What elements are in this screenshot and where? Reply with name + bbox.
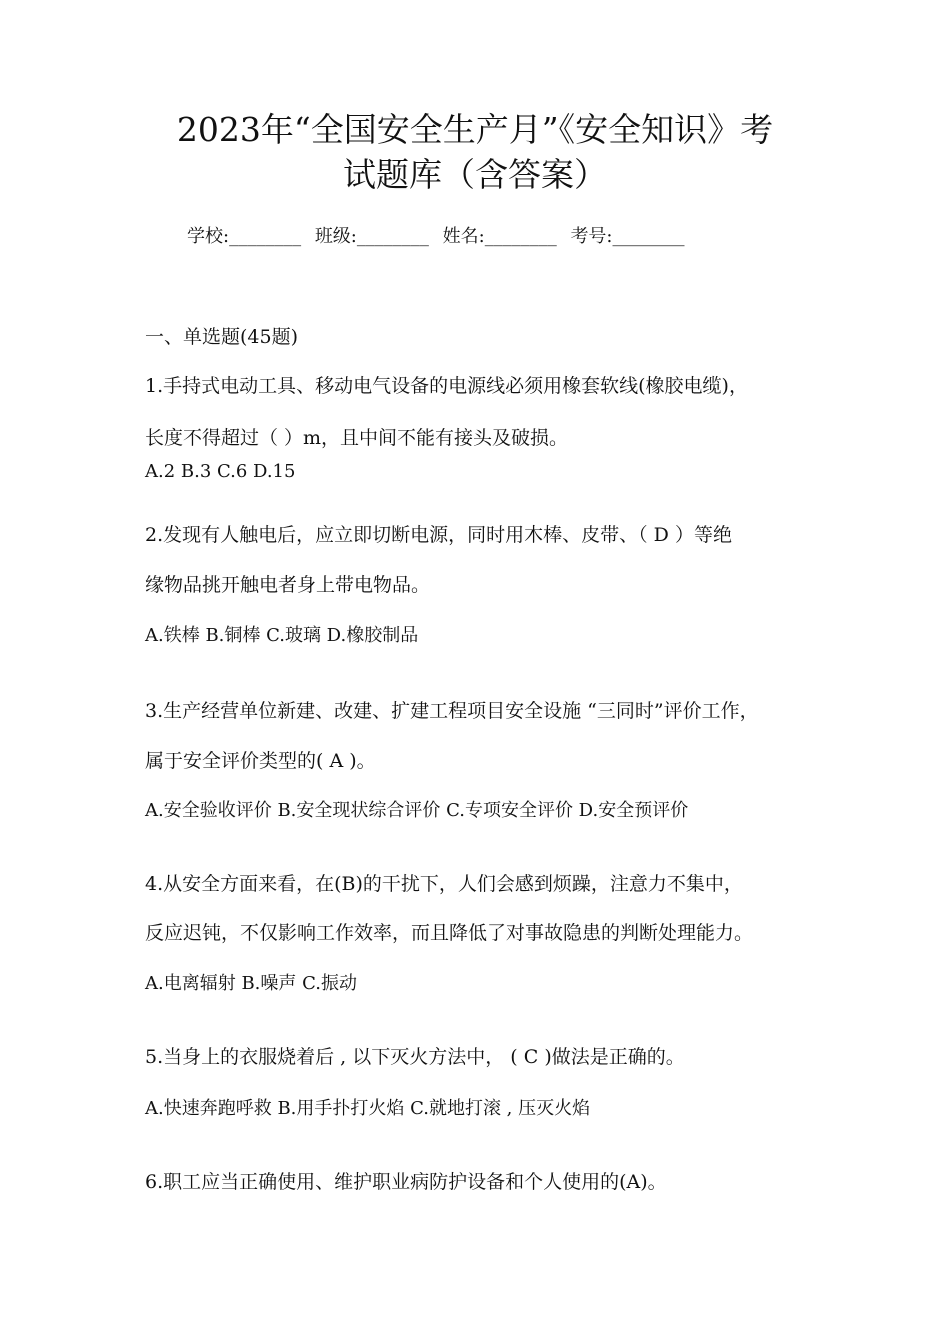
question-3-options: A.安全验收评价 B.安全现状综合评价 C.专项安全评价 D.安全预评价: [145, 800, 689, 821]
student-info-fields: [187, 222, 693, 248]
question-1-options: A.2 B.3 C.6 D.15: [145, 461, 296, 482]
name-field: 姓名:________: [442, 226, 557, 247]
question-4-text-line-1: 4.从安全方面来看，在(B)的干扰下，人们会感到烦躁，注意力不集中，: [145, 873, 743, 895]
class-field: 班级:________: [314, 226, 429, 247]
question-4-text-line-2: 反应迟钝，不仅影响工作效率，而且降低了对事故隐患的判断处理能力。: [145, 922, 754, 944]
section-heading: 一、单选题(45题): [145, 326, 299, 348]
question-4-options: A.电离辐射 B.噪声 C.振动: [145, 973, 357, 994]
question-5-text-line-1: 5.当身上的衣服烧着后 , 以下灭火方法中， ( C )做法是正确的。: [145, 1046, 685, 1068]
question-2-text-line-1: 2.发现有人触电后，应立即切断电源，同时用木棒、皮带、（ D ）等绝: [145, 524, 732, 546]
question-1-text-line-2: 长度不得超过（ ）m，且中间不能有接头及破损。: [145, 427, 569, 449]
question-3-text-line-1: 3.生产经营单位新建、改建、扩建工程项目安全设施 “三同时”评价工作，: [145, 700, 759, 722]
question-6-text-line-1: 6.职工应当正确使用、维护职业病防护设备和个人使用的(A)。: [145, 1171, 667, 1193]
question-2-text-line-2: 缘物品挑开触电者身上带电物品。: [145, 574, 431, 596]
question-3-text-line-2: 属于安全评价类型的( A )。: [145, 750, 376, 772]
exam-number-field: 考号:________: [570, 226, 685, 247]
document-title-line-2: 试题库（含答案）: [343, 155, 607, 194]
question-1-text-line-1: 1.手持式电动工具、移动电气设备的电源线必须用橡套软线(橡胶电缆)，: [145, 375, 748, 397]
document-title-line-1: 2023年“全国安全生产月”《安全知识》考: [176, 110, 774, 149]
question-5-options: A.快速奔跑呼救 B.用手扑打火焰 C.就地打滚 , 压灭火焰: [145, 1098, 591, 1119]
school-field: 学校:________: [187, 226, 302, 247]
question-2-options: A.铁棒 B.铜棒 C.玻璃 D.橡胶制品: [145, 625, 419, 646]
